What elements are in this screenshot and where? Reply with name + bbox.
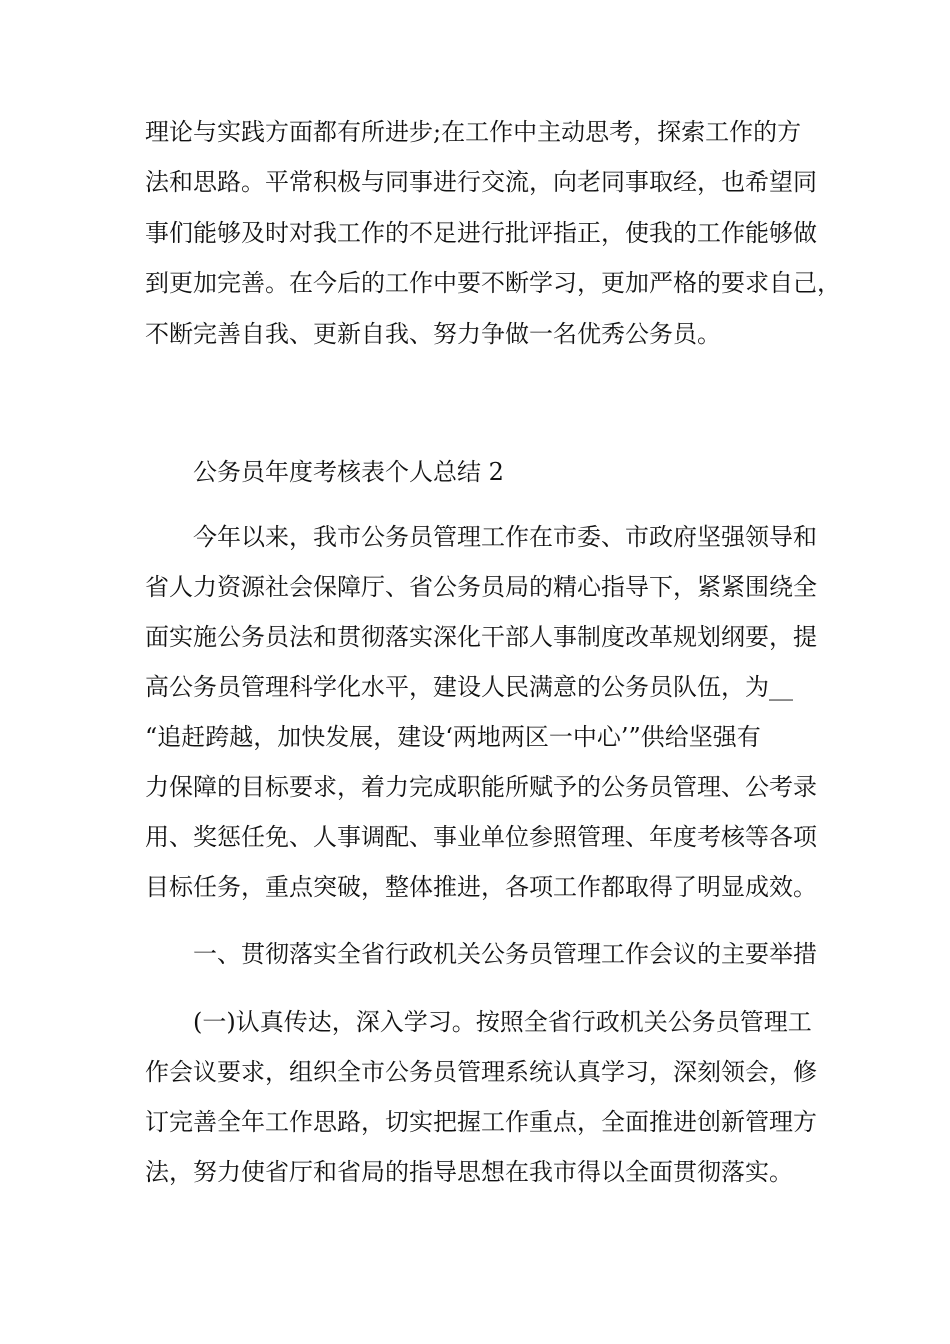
paragraph-2-line-1: 今年以来，我市公务员管理工作在市委、市政府坚强领导和: [193, 523, 817, 551]
intro-line-2: 法和思路。平常积极与同事进行交流，向老同事取经，也希望同: [145, 168, 817, 196]
paragraph-2-line-8: 目标任务，重点突破，整体推进，各项工作都取得了明显成效。: [145, 873, 817, 901]
intro-line-5: 不断完善自我、更新自我、努力争做一名优秀公务员。: [145, 320, 721, 348]
intro-line-1: 理论与实践方面都有所进步;在工作中主动思考，探索工作的方: [145, 118, 802, 146]
paragraph-2-line-5: “追赶跨越，加快发展，建设‘两地两区一中心’”供给坚强有: [145, 723, 761, 751]
heading-1: 一、贯彻落实全省行政机关公务员管理工作会议的主要举措: [193, 940, 817, 968]
paragraph-3-line-3: 订完善全年工作思路，切实把握工作重点，全面推进创新管理方: [145, 1108, 817, 1136]
section-title: 公务员年度考核表个人总结 2: [193, 458, 504, 486]
intro-line-4: 到更加完善。在今后的工作中要不断学习，更加严格的要求自己，: [145, 269, 841, 297]
paragraph-3-line-2: 作会议要求，组织全市公务员管理系统认真学习，深刻领会，修: [145, 1058, 817, 1086]
paragraph-2-line-3: 面实施公务员法和贯彻落实深化干部人事制度改革规划纲要，提: [145, 623, 817, 651]
paragraph-2-line-6: 力保障的目标要求，着力完成职能所赋予的公务员管理、公考录: [145, 773, 817, 801]
intro-line-3: 事们能够及时对我工作的不足进行批评指正，使我的工作能够做: [145, 219, 817, 247]
paragraph-3-line-1: (一)认真传达，深入学习。按照全省行政机关公务员管理工: [193, 1008, 812, 1036]
paragraph-3-line-4: 法，努力使省厅和省局的指导思想在我市得以全面贯彻落实。: [145, 1158, 793, 1186]
paragraph-2-line-4: 高公务员管理科学化水平，建设人民满意的公务员队伍，为__: [145, 673, 793, 701]
paragraph-2-line-7: 用、奖惩任免、人事调配、事业单位参照管理、年度考核等各项: [145, 823, 817, 851]
paragraph-2-line-2: 省人力资源社会保障厅、省公务员局的精心指导下，紧紧围绕全: [145, 573, 817, 601]
